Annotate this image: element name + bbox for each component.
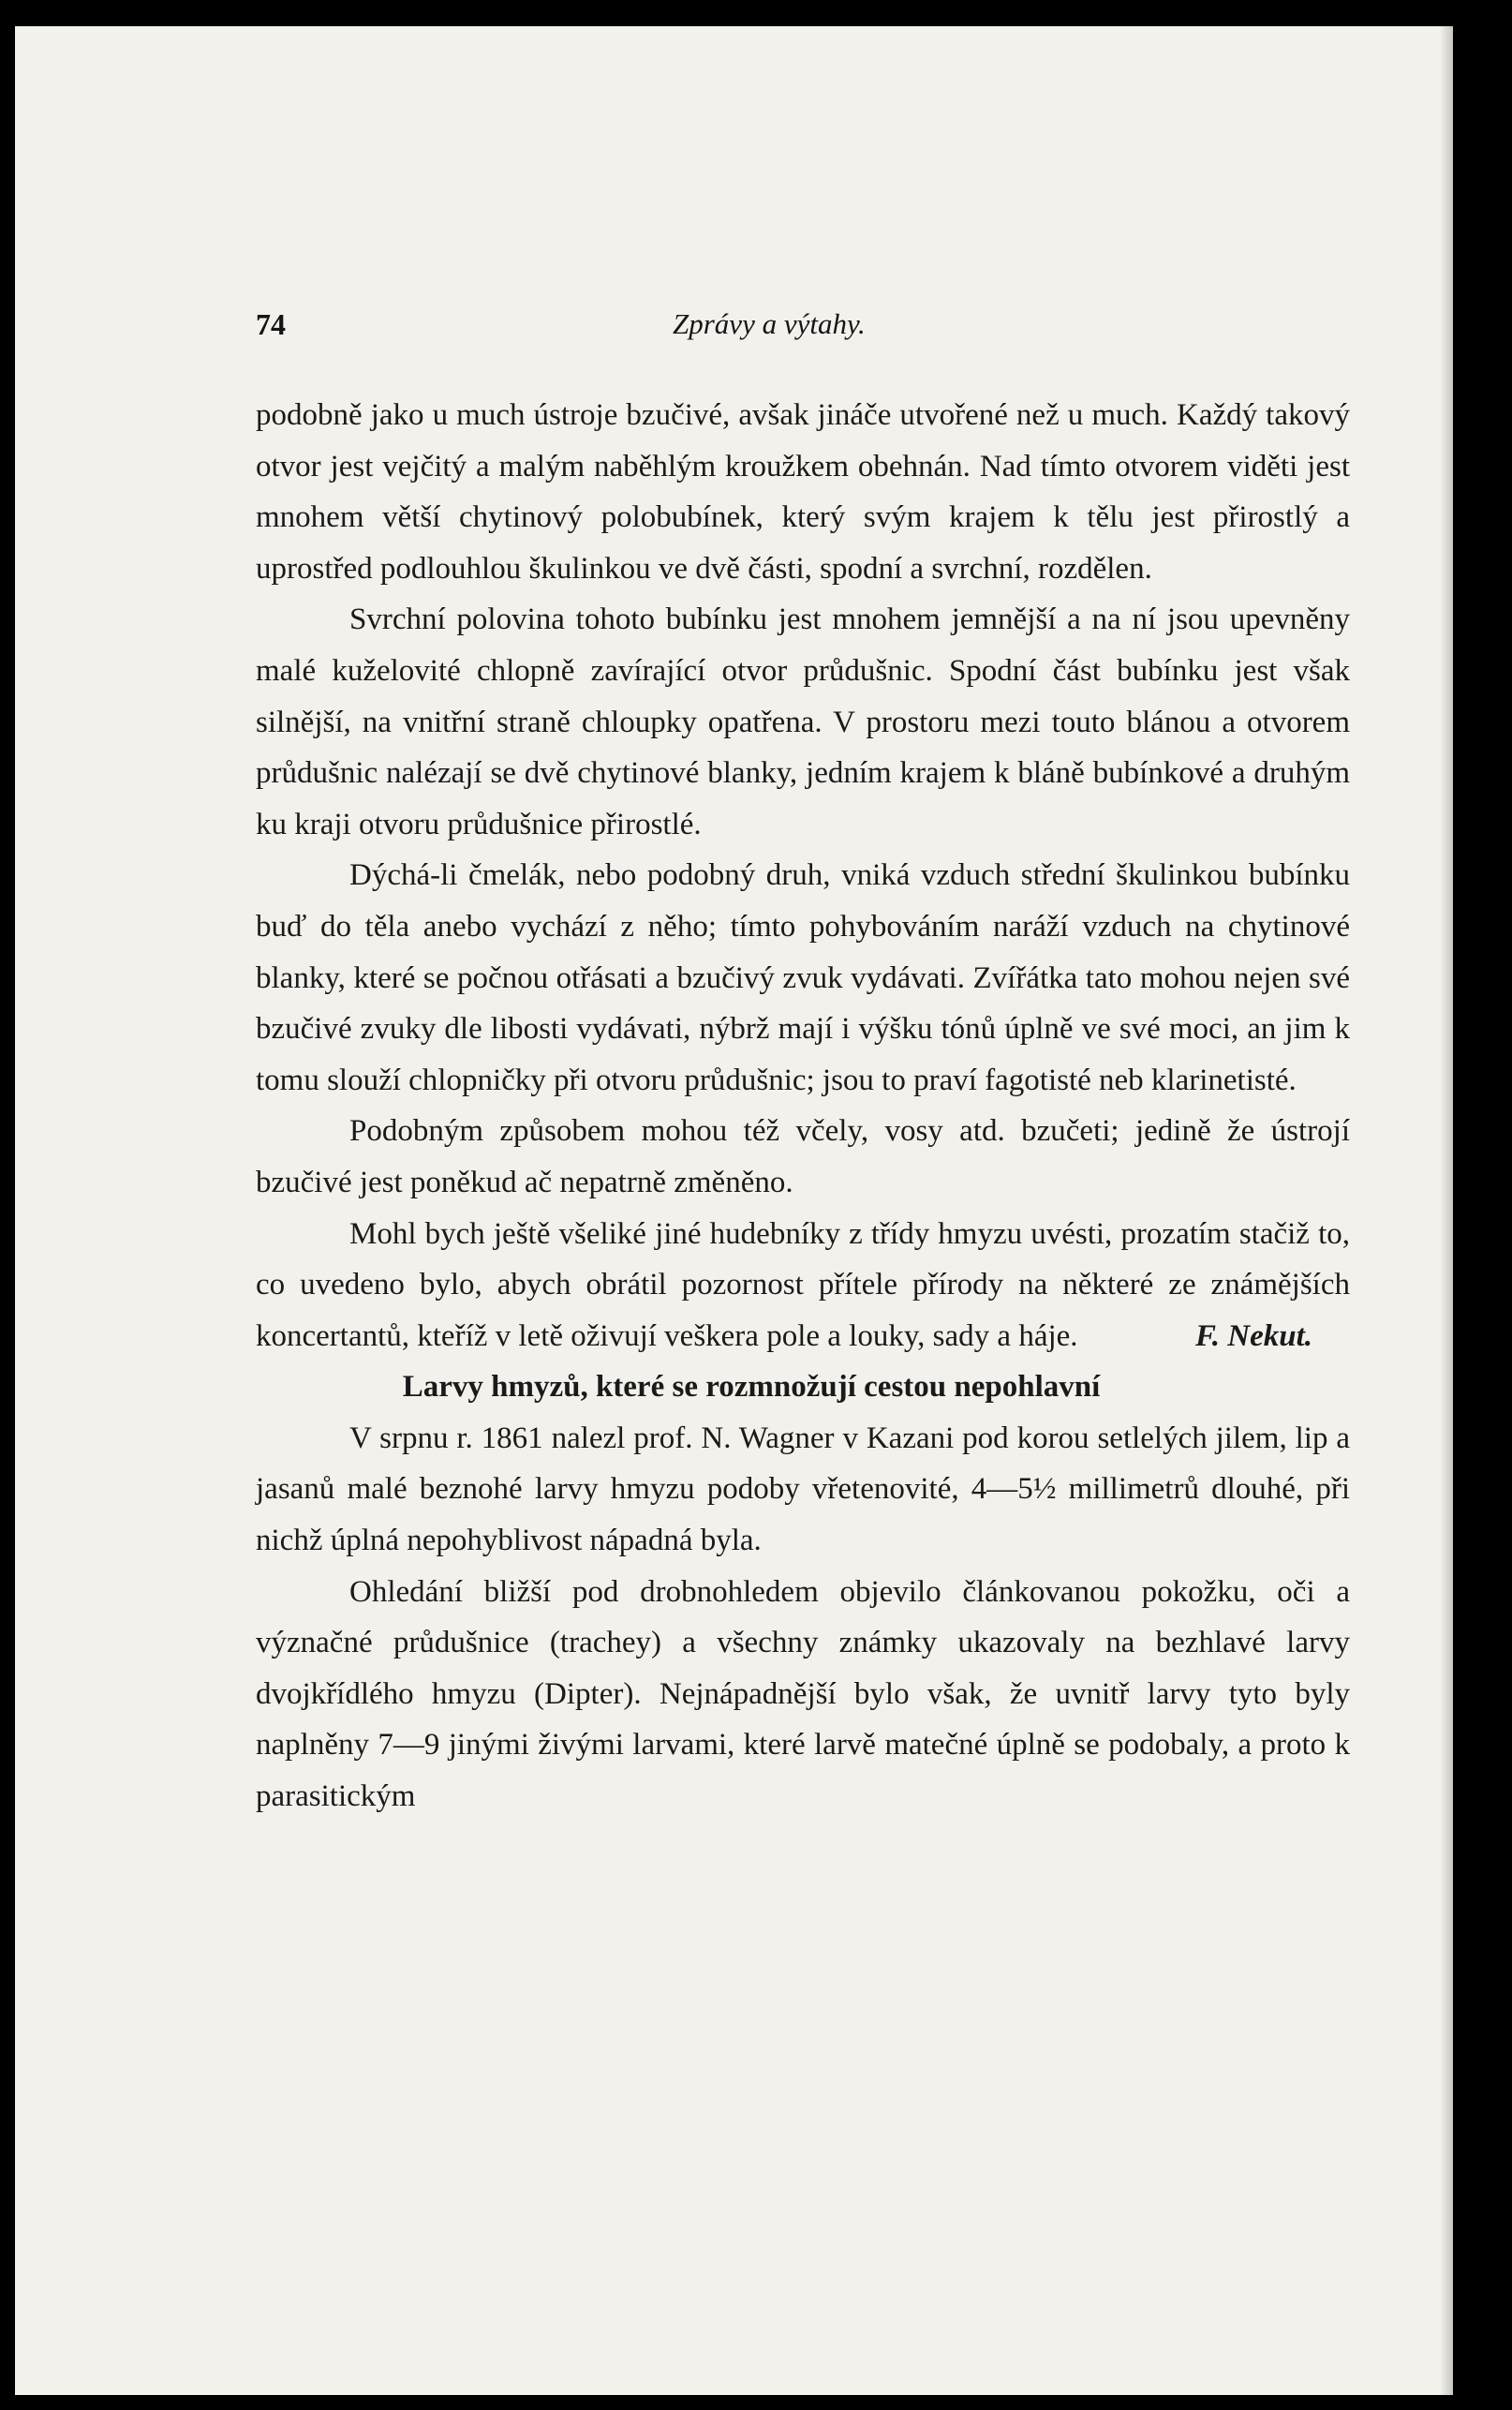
paragraph-text: Mohl bych ještě všeliké jiné hudebníky z třídy hmyzu uvésti, prozatím stačiž to, co uvedeno bylo, abych obrátil pozornost přítele přírody na některé ze známějších koncertantů, kteříž v letě oživují veškera pole a louky, sady a háje. — [256, 1216, 1350, 1353]
paragraph: Svrchní polovina tohoto bubínku jest mnohem jemnější a na ní jsou upevněny malé kuželovité chlopně zavírající otvor průdušnic. Spodní část bubínku jest však silnější, na vnitřní straně chloupky opatřena. V prostoru mezi touto blánou a otvorem průdušnic nalézají se dvě chytinové blanky, jedním krajem k bláně bubínkové a druhým ku kraji otvoru průdušnice přirostlé. — [256, 602, 1350, 841]
paragraph: V srpnu r. 1861 nalezl prof. N. Wagner v Kazani pod korou setlelých jilem, lip a jasanů malé beznohé larvy hmyzu podoby vřetenovité, 4—5½ millimetrů dlouhé, při nichž úplná nepohyblivost nápadná byla. — [256, 1421, 1350, 1558]
author-signature: F. Nekut. — [1194, 1318, 1312, 1353]
section-heading: Larvy hmyzů, které se rozmnožují cestou nepohlavní — [402, 1370, 1101, 1405]
paragraph: Ohledání bližší pod drobnohledem objevilo článkovanou pokožku, oči a význačné průdušnice (trachey) a všechny známky ukazovaly na bezhlavé larvy dvojkřídlého hmyzu (Dipter). Nejnápadnější bylo však, že uvnitř larvy tyto byly naplněny 7—9 jinými živými larvami, které larvě matečné úplně se podobaly, a proto k parasitickým — [256, 1574, 1350, 1814]
paragraph-with-signature — [256, 1209, 1350, 1362]
paragraph: Podobným způsobem mohou též včely, vosy atd. bzučeti; jedině že ústrojí bzučivé jest poněkud ač nepatrně změněno. — [256, 1114, 1350, 1199]
page-header — [256, 307, 1350, 354]
page-number: 74 — [256, 307, 286, 341]
paragraph: podobně jako u much ústroje bzučivé, avšak jináče utvořené než u much. Každý takový otvor jest vejčitý a malým naběhlým kroužkem obehnán. Nad tímto otvorem viděti jest mnohem větší chytinový polobubínek, který svým krajem k tělu jest přirostlý a uprostřed podlouhlou škulinkou ve dvě části, spodní a svrchní, rozdělen. — [256, 398, 1350, 586]
body-text — [256, 390, 1350, 1822]
running-title: Zprávy a výtahy. — [673, 307, 866, 340]
page-edge-shadow — [1440, 26, 1453, 2395]
book-page — [15, 26, 1453, 2395]
paragraph: Dýchá-li čmelák, nebo podobný druh, vniká vzduch střední škulinkou bubínku buď do těla anebo vychází z něho; tímto pohybováním naráží vzduch na chytinové blanky, které se počnou otřásati a bzučivý zvuk vydávati. Zvířátka tato mohou nejen své bzučivé zvuky dle libosti vydávati, nýbrž mají i výšku tónů úplně ve své moci, an jim k tomu slouží chlopničky při otvoru průdušnic; jsou to praví fagotisté neb klarinetisté. — [256, 858, 1350, 1097]
